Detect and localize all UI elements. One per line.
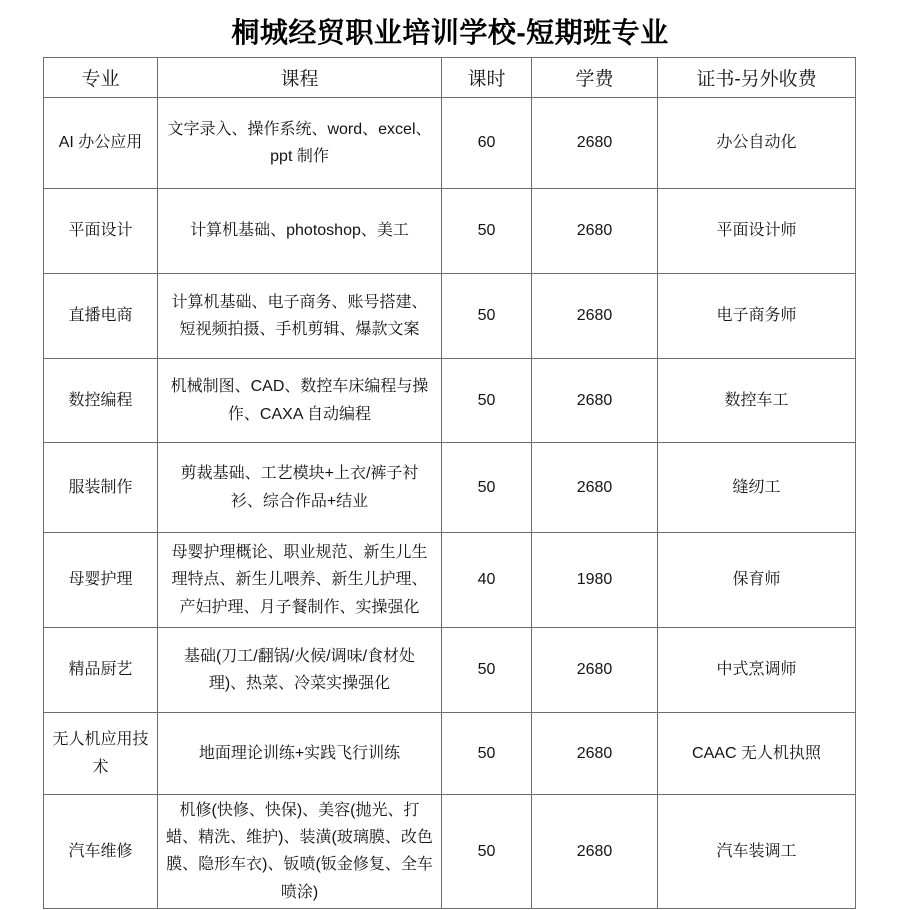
- cell-major: 平面设计: [44, 189, 158, 274]
- cell-tuition: 2680: [532, 443, 658, 533]
- cell-courses: 母婴护理概论、职业规范、新生儿生理特点、新生儿喂养、新生儿护理、产妇护理、月子餐制作、实操强化: [158, 533, 442, 628]
- cell-courses: 地面理论训练+实践飞行训练: [158, 713, 442, 795]
- cell-courses: 计算机基础、photoshop、美工: [158, 189, 442, 274]
- table-row: [44, 713, 856, 795]
- table-row: [44, 189, 856, 274]
- header-row: [44, 58, 856, 98]
- cell-tuition: 2680: [532, 359, 658, 443]
- cell-tuition: 2680: [532, 189, 658, 274]
- header-hours: 课时: [442, 58, 532, 98]
- cell-courses: 计算机基础、电子商务、账号搭建、短视频拍摄、手机剪辑、爆款文案: [158, 274, 442, 359]
- table-row: [44, 628, 856, 713]
- cell-tuition: 2680: [532, 274, 658, 359]
- cell-major: 汽车维修: [44, 795, 158, 909]
- cell-certificate: 电子商务师: [658, 274, 856, 359]
- cell-tuition: 2680: [532, 713, 658, 795]
- cell-tuition: 1980: [532, 533, 658, 628]
- table-row: [44, 274, 856, 359]
- cell-certificate: 保育师: [658, 533, 856, 628]
- cell-major: 数控编程: [44, 359, 158, 443]
- cell-courses: 文字录入、操作系统、word、excel、ppt 制作: [158, 98, 442, 189]
- cell-courses: 机械制图、CAD、数控车床编程与操作、CAXA 自动编程: [158, 359, 442, 443]
- cell-hours: 60: [442, 98, 532, 189]
- cell-certificate: 平面设计师: [658, 189, 856, 274]
- cell-hours: 50: [442, 274, 532, 359]
- table-row: [44, 98, 856, 189]
- cell-courses: 剪裁基础、工艺模块+上衣/裤子衬衫、综合作品+结业: [158, 443, 442, 533]
- cell-hours: 50: [442, 443, 532, 533]
- cell-major: AI 办公应用: [44, 98, 158, 189]
- cell-tuition: 2680: [532, 795, 658, 909]
- header-major: 专业: [44, 58, 158, 98]
- cell-major: 精品厨艺: [44, 628, 158, 713]
- cell-tuition: 2680: [532, 98, 658, 189]
- cell-certificate: 中式烹调师: [658, 628, 856, 713]
- table-row: [44, 359, 856, 443]
- cell-hours: 40: [442, 533, 532, 628]
- course-table: [43, 57, 856, 909]
- header-certificate: 证书-另外收费: [658, 58, 856, 98]
- cell-major: 服装制作: [44, 443, 158, 533]
- cell-hours: 50: [442, 795, 532, 909]
- cell-major: 母婴护理: [44, 533, 158, 628]
- cell-courses: 机修(快修、快保)、美容(抛光、打蜡、精洗、维护)、装潢(玻璃膜、改色膜、隐形车衣)、钣喷(钣金修复、全车喷涂): [158, 795, 442, 909]
- table-row: [44, 795, 856, 909]
- cell-certificate: 汽车装调工: [658, 795, 856, 909]
- cell-certificate: CAAC 无人机执照: [658, 713, 856, 795]
- cell-certificate: 数控车工: [658, 359, 856, 443]
- page-title: 桐城经贸职业培训学校-短期班专业: [231, 17, 669, 48]
- cell-hours: 50: [442, 628, 532, 713]
- table-row: [44, 443, 856, 533]
- cell-hours: 50: [442, 189, 532, 274]
- cell-certificate: 缝纫工: [658, 443, 856, 533]
- table-body: [44, 98, 856, 909]
- cell-tuition: 2680: [532, 628, 658, 713]
- table-header: [44, 58, 856, 98]
- cell-hours: 50: [442, 359, 532, 443]
- cell-major: 无人机应用技术: [44, 713, 158, 795]
- cell-certificate: 办公自动化: [658, 98, 856, 189]
- header-courses: 课程: [158, 58, 442, 98]
- cell-hours: 50: [442, 713, 532, 795]
- cell-major: 直播电商: [44, 274, 158, 359]
- header-tuition: 学费: [532, 58, 658, 98]
- table-row: [44, 533, 856, 628]
- cell-courses: 基础(刀工/翻锅/火候/调味/食材处理)、热菜、冷菜实操强化: [158, 628, 442, 713]
